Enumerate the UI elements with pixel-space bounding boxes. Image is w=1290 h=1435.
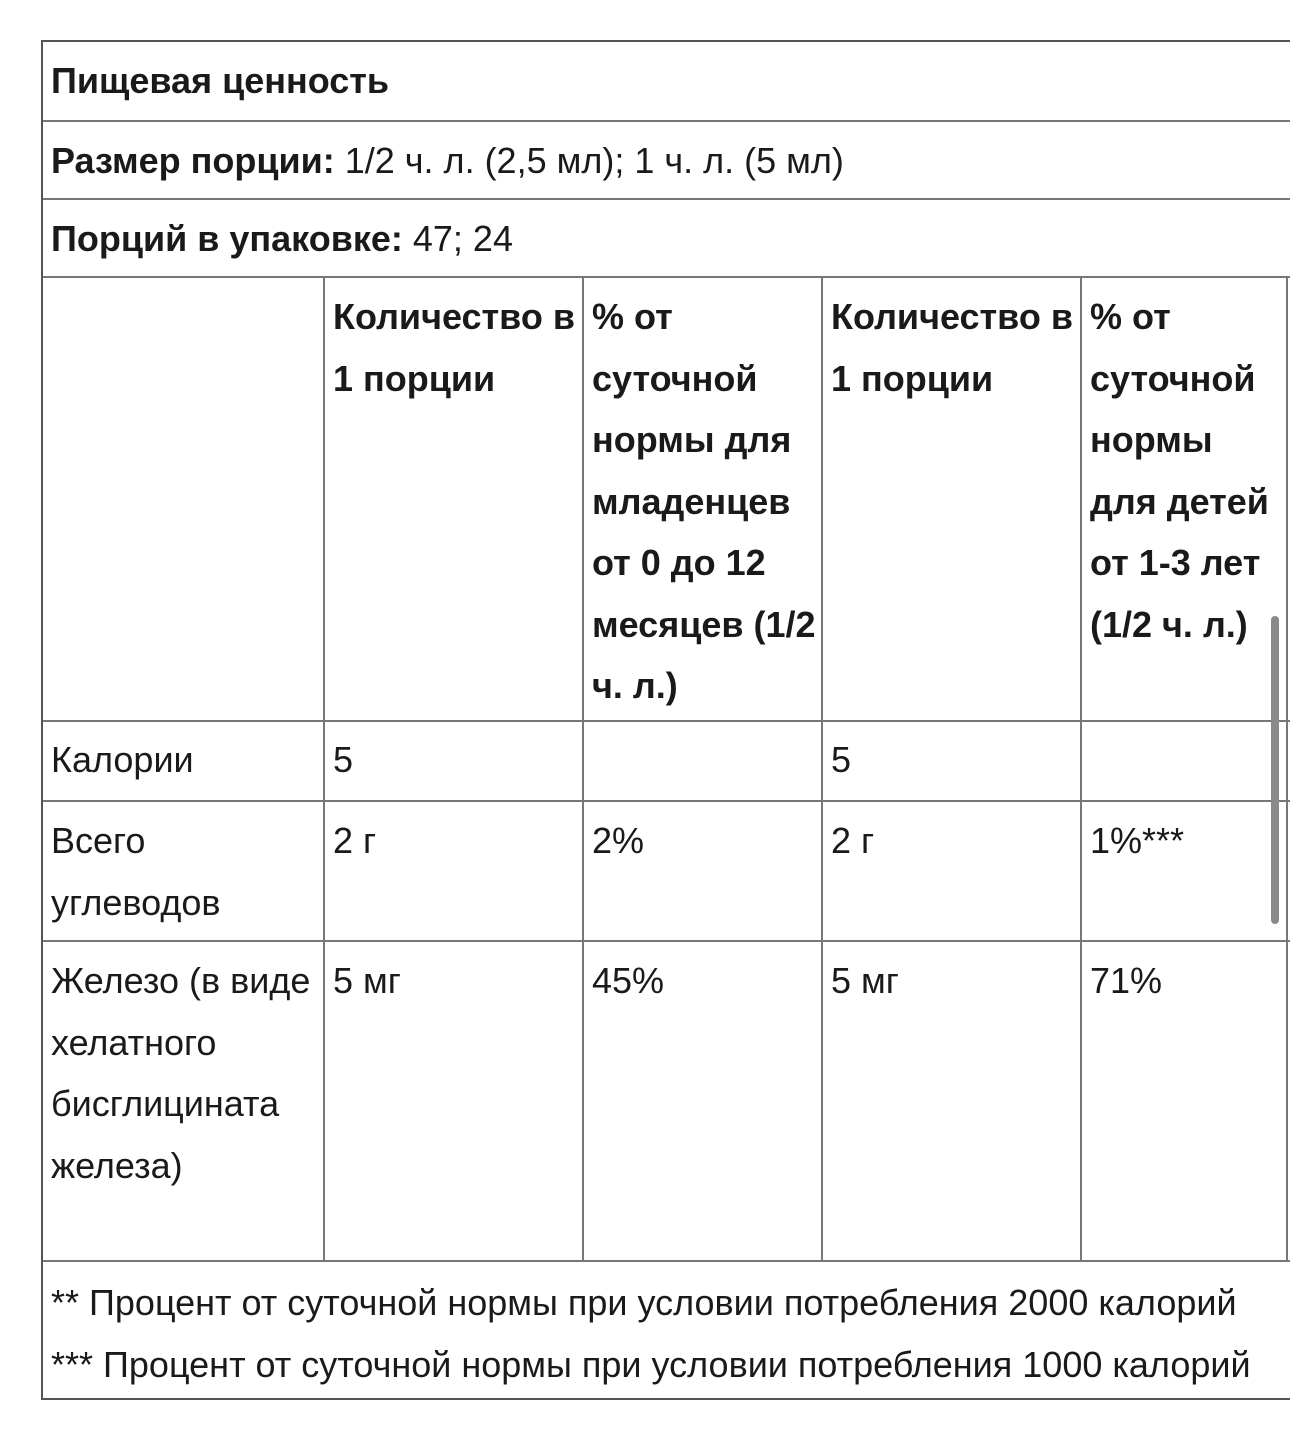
footnote-2000-calories: ** Процент от суточной нормы при условии потребления 2000 калорий (51, 1282, 1237, 1323)
column-divider (821, 278, 823, 1262)
nutrition-facts-table (41, 40, 1290, 1400)
footnotes (43, 1262, 1290, 1395)
row-calories-dv-infants (584, 722, 821, 800)
header-dv-infants: % от суточной нормы для младенцев от 0 до 12 месяцев (1/2 ч. л.) (592, 296, 816, 706)
row-carbs-name: Всего углеводов (51, 820, 221, 923)
row-carbs-dv-children: 1%*** (1090, 820, 1185, 861)
column-divider (1286, 278, 1288, 1262)
vertical-scrollbar[interactable] (1271, 616, 1279, 924)
row-calories-name: Калории (51, 739, 194, 780)
header-amount-infants: Количество в 1 порции (333, 296, 575, 399)
footnote-1000-calories: *** Процент от суточной нормы при условии потребления 1000 калорий (51, 1343, 1251, 1385)
column-divider (1080, 278, 1082, 1262)
row-iron-dv-infants: 45% (592, 960, 665, 1001)
serving-size-value: 1/2 ч. л. (2,5 мл); 1 ч. л. (5 мл) (334, 140, 844, 181)
row-iron-dv-children: 71% (1090, 960, 1163, 1001)
serving-size-label: Размер порции: (51, 140, 335, 181)
row-iron-amount-children: 5 мг (831, 960, 899, 1001)
row-iron-amount-infants: 5 мг (333, 960, 401, 1001)
row-divider (43, 800, 1290, 802)
row-carbs-amount-infants: 2 г (333, 820, 377, 861)
row-carbs-dv-infants: 2% (592, 820, 645, 861)
table-title: Пищевая ценность (43, 42, 1290, 122)
row-calories-dv-children (1082, 722, 1286, 800)
servings-per-container-label: Порций в упаковке: (51, 218, 403, 259)
row-divider (43, 940, 1290, 942)
nutrient-grid (43, 278, 1290, 1262)
row-calories-amount-infants: 5 (333, 739, 354, 780)
row-carbs-amount-children: 2 г (831, 820, 875, 861)
row-calories-amount-children: 5 (831, 739, 852, 780)
serving-size-row (43, 122, 1290, 200)
servings-per-container-row (43, 200, 1290, 278)
row-iron-name: Железо (в виде хелатного бисглицината железа) (51, 960, 311, 1186)
header-cell-empty (43, 278, 323, 720)
column-divider (323, 278, 325, 1262)
row-divider (43, 720, 1290, 722)
column-divider (582, 278, 584, 1262)
servings-per-container-value: 47; 24 (402, 218, 513, 259)
header-amount-children: Количество в 1 порции (831, 296, 1073, 399)
header-dv-children: % от суточной нормы для детей от 1-3 лет (1/2 ч. л.) (1090, 296, 1269, 645)
